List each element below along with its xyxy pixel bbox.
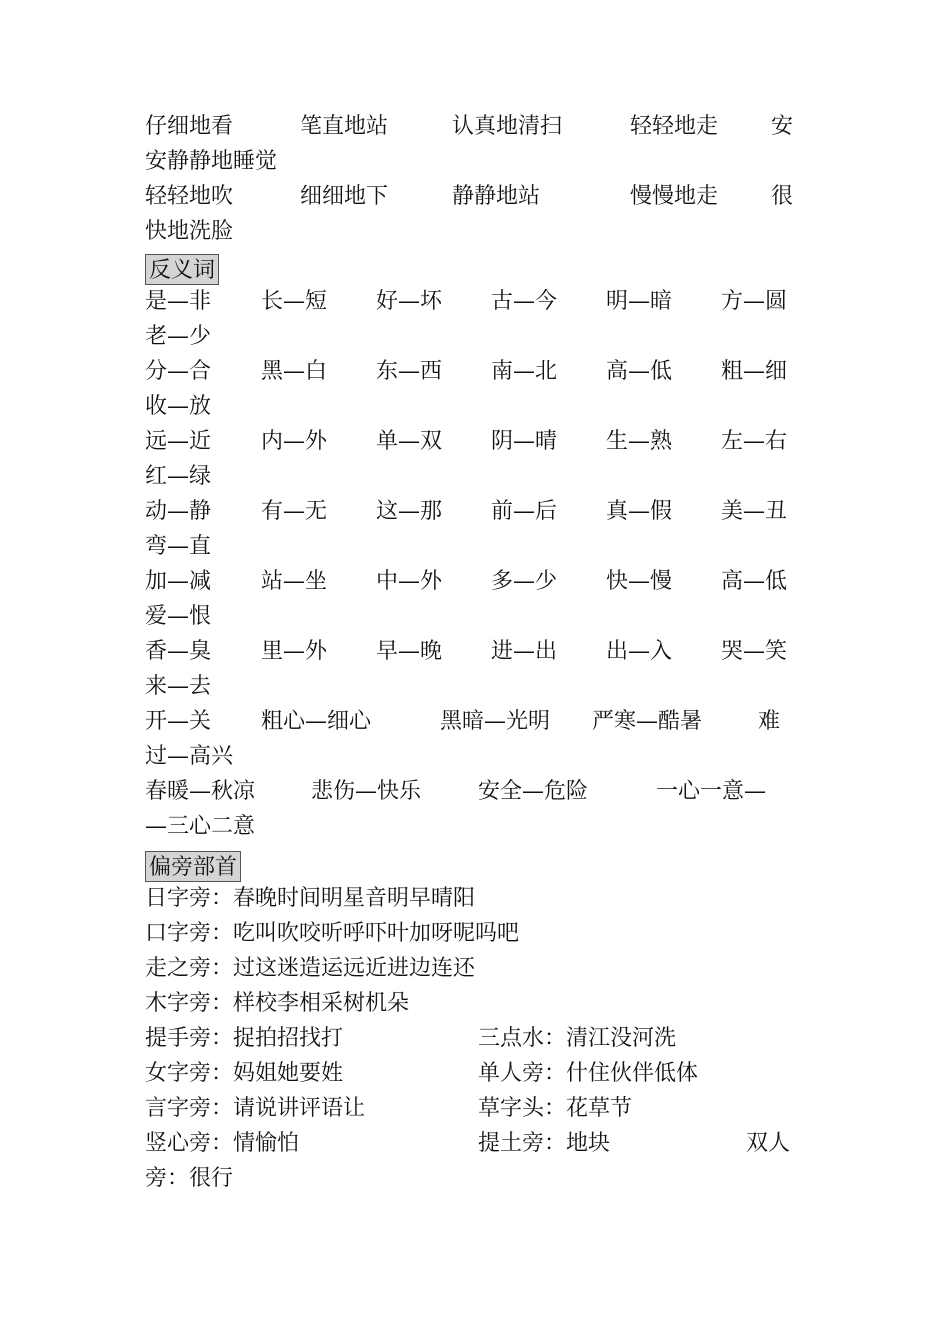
antonym-pair: 单—双 xyxy=(376,429,443,454)
phrase: 轻轻地走 xyxy=(630,114,719,139)
radical-line xyxy=(0,1126,950,1161)
radical-entry: 草字头：花草节 xyxy=(478,1096,633,1121)
phrase: 仔细地看 xyxy=(145,114,234,139)
radical-entry: 单人旁：什住伙伴低体 xyxy=(478,1061,699,1086)
antonym-line xyxy=(0,354,950,389)
antonym-pair: 悲伤—快乐 xyxy=(311,779,422,804)
phrase: 很 xyxy=(771,184,794,209)
antonym-line xyxy=(0,634,950,669)
antonym-line xyxy=(0,704,950,739)
antonym-pair: 远—近 xyxy=(145,429,212,454)
antonym-pair: 哭—笑 xyxy=(721,639,788,664)
antonym-line xyxy=(0,564,950,599)
phrase-line-4 xyxy=(0,214,950,249)
radical-line xyxy=(0,881,950,916)
antonym-pair: 分—合 xyxy=(145,359,212,384)
radical-entry: 日字旁：春晚时间明星音明早晴阳 xyxy=(145,886,476,911)
antonym-pair: 站—坐 xyxy=(261,569,328,594)
phrase: 静静地站 xyxy=(452,184,541,209)
radical-line xyxy=(0,1091,950,1126)
antonym-pair: 弯—直 xyxy=(145,534,212,559)
antonym-pair: 内—外 xyxy=(261,429,328,454)
antonym-pair: 里—外 xyxy=(261,639,328,664)
antonym-pair: 南—北 xyxy=(491,359,558,384)
antonym-pair: 生—熟 xyxy=(606,429,673,454)
radical-entry: 竖心旁：情愉怕 xyxy=(145,1131,300,1156)
radical-line xyxy=(0,1021,950,1056)
antonym-pair: —三心二意 xyxy=(145,814,256,839)
antonym-pair: 出—入 xyxy=(606,639,673,664)
radical-line xyxy=(0,951,950,986)
antonym-pair: 春暖—秋凉 xyxy=(145,779,256,804)
antonym-pair: 加—减 xyxy=(145,569,212,594)
antonym-pair: 阴—晴 xyxy=(491,429,558,454)
antonym-pair: 长—短 xyxy=(261,289,328,314)
antonym-pair: 明—暗 xyxy=(606,289,673,314)
phrase: 细细地下 xyxy=(300,184,389,209)
phrase-line-1 xyxy=(0,109,950,144)
radical-entry: 三点水：清江没河洗 xyxy=(478,1026,677,1051)
antonym-pair: 来—去 xyxy=(145,674,212,699)
antonym-pair: 前—后 xyxy=(491,499,558,524)
phrase: 快地洗脸 xyxy=(145,219,234,244)
phrase: 认真地清扫 xyxy=(452,114,563,139)
antonym-pair: 过—高兴 xyxy=(145,744,234,769)
phrase: 安静静地睡觉 xyxy=(145,149,278,174)
antonym-pair: 收—放 xyxy=(145,394,212,419)
antonym-pair: 方—圆 xyxy=(721,289,788,314)
antonym-pair: 古—今 xyxy=(491,289,558,314)
antonym-line xyxy=(0,459,950,494)
radical-entry: 走之旁：过这迷造运远近进边连还 xyxy=(145,956,476,981)
radical-line xyxy=(0,916,950,951)
radical-entry: 口字旁：吃叫吹咬听呼吓叶加呀呢吗吧 xyxy=(145,921,520,946)
antonym-pair: 快—慢 xyxy=(606,569,673,594)
antonym-pair: 动—静 xyxy=(145,499,212,524)
antonym-pair: 东—西 xyxy=(376,359,443,384)
radical-line xyxy=(0,1056,950,1091)
antonym-line xyxy=(0,599,950,634)
radical-line xyxy=(0,1161,950,1196)
antonym-line xyxy=(0,739,950,774)
antonym-pair: 严寒—酷暑 xyxy=(592,709,703,734)
phrase: 轻轻地吹 xyxy=(145,184,234,209)
antonym-pair: 爱—恨 xyxy=(145,604,212,629)
antonym-pair: 真—假 xyxy=(606,499,673,524)
antonym-line xyxy=(0,809,950,844)
radical-entry: 言字旁：请说讲评语让 xyxy=(145,1096,366,1121)
phrase: 安 xyxy=(771,114,794,139)
radicals-header: 偏旁部首 xyxy=(145,851,241,882)
antonym-pair: 进—出 xyxy=(491,639,558,664)
antonym-pair: 美—丑 xyxy=(721,499,788,524)
radical-entry: 女字旁：妈姐她要姓 xyxy=(145,1061,344,1086)
phrase: 慢慢地走 xyxy=(630,184,719,209)
antonym-pair: 老—少 xyxy=(145,324,212,349)
antonym-pair: 黑—白 xyxy=(261,359,328,384)
antonym-line xyxy=(0,389,950,424)
antonym-pair: 中—外 xyxy=(376,569,443,594)
antonym-line xyxy=(0,774,950,809)
phrase: 笔直地站 xyxy=(300,114,389,139)
radical-entry: 旁：很行 xyxy=(145,1166,234,1191)
antonym-pair: 开—关 xyxy=(145,709,212,734)
phrase-line-3 xyxy=(0,179,950,214)
antonym-pair: 粗—细 xyxy=(721,359,788,384)
antonym-line xyxy=(0,424,950,459)
antonym-pair: 高—低 xyxy=(721,569,788,594)
radical-entry: 提土旁：地块 xyxy=(478,1131,611,1156)
antonym-pair: 这—那 xyxy=(376,499,443,524)
radical-line xyxy=(0,986,950,1021)
radical-entry: 双人 xyxy=(746,1131,791,1156)
radical-entry: 木字旁：样校李相采树机朵 xyxy=(145,991,410,1016)
antonym-pair: 粗心—细心 xyxy=(261,709,372,734)
antonym-line xyxy=(0,284,950,319)
antonym-line xyxy=(0,669,950,704)
antonym-line xyxy=(0,529,950,564)
antonym-pair: 多—少 xyxy=(491,569,558,594)
antonym-line xyxy=(0,494,950,529)
antonym-pair: 是—非 xyxy=(145,289,212,314)
antonym-pair: 难 xyxy=(758,709,781,734)
phrase-line-2 xyxy=(0,144,950,179)
radical-entry: 提手旁：捉拍招找打 xyxy=(145,1026,344,1051)
antonym-pair: 香—臭 xyxy=(145,639,212,664)
antonym-pair: 好—坏 xyxy=(376,289,443,314)
antonym-pair: 安全—危险 xyxy=(478,779,589,804)
antonym-pair: 一心一意— xyxy=(656,779,767,804)
antonym-pair: 红—绿 xyxy=(145,464,212,489)
antonym-pair: 有—无 xyxy=(261,499,328,524)
antonyms-header: 反义词 xyxy=(145,254,219,285)
antonym-pair: 黑暗—光明 xyxy=(440,709,551,734)
antonym-pair: 左—右 xyxy=(721,429,788,454)
antonym-pair: 高—低 xyxy=(606,359,673,384)
antonym-line xyxy=(0,319,950,354)
antonym-pair: 早—晚 xyxy=(376,639,443,664)
